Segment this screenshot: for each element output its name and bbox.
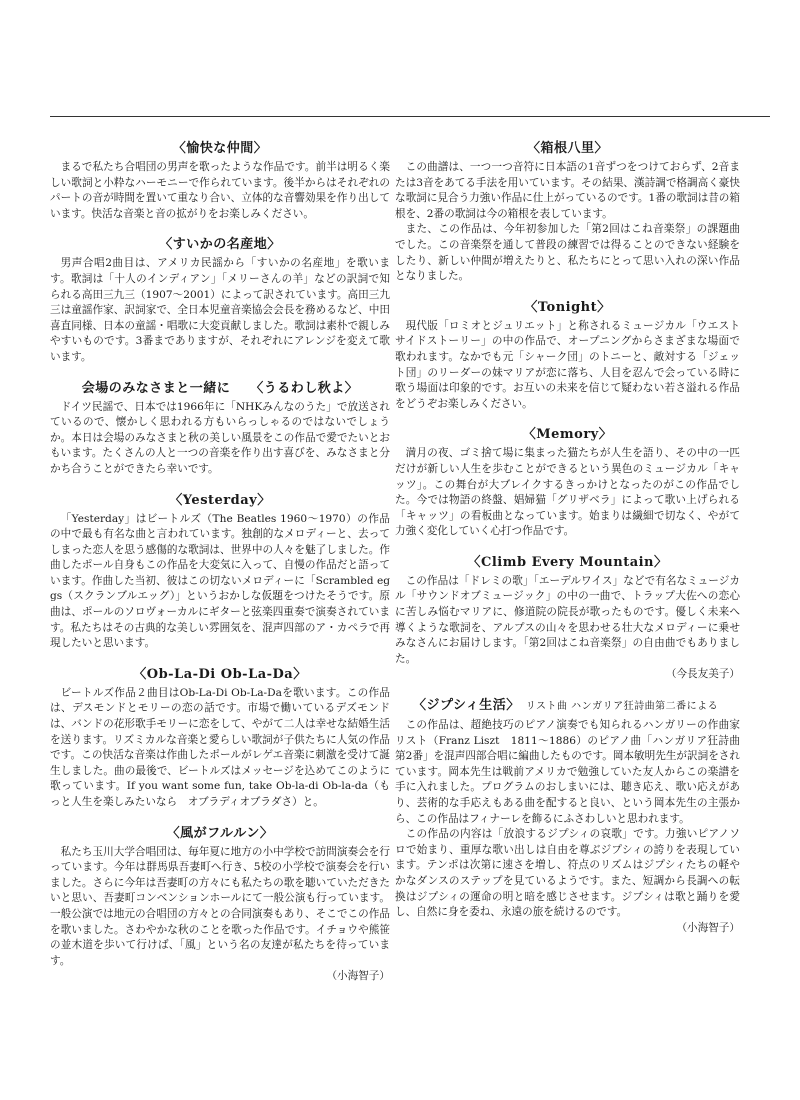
section-title: 〈Memory〉 bbox=[522, 427, 613, 443]
section-paragraph: この作品は、超絶技巧のピアノ演奏でも知られるハンガリーの作曲家リスト（Franz Liszt 1811〜1886）のピアノ曲「ハンガリア狂詩曲第2番」を混声四部合唱に編曲したものです。岡本敏明先生が訳詞をされています。岡本先生は戦前アメリカで勉強していた友人からこの楽譜を手に入れました。プログラムのおしまいには、聴き応え、歌い応えがあり、芸術的な手応えもある曲を配すると良い、という岡本先生の主張から、この作品はフィナーレを飾るにふさわしいと思われます。 bbox=[395, 719, 740, 825]
section-yesterday bbox=[50, 492, 390, 652]
section-paragraph: 「Yesterday」はビートルズ（The Beatles 1960〜1970）の作品の中で最も有名な曲と言われています。独創的なメロディーと、去ってしまった恋人を思う感傷的な歌詞は、世界中の人々を魅了しました。作曲したポール自身もこの作品を大変気に入って、自慢の作品だと語っています。作曲した当初、彼はこの切ないメロディーに「Scrambled eggs（スクランブルエッグ）」というおかしな仮題をつけたそうです。原曲は、ポールのソロヴォーカルにギターと弦楽四重奏で演奏されています。私たちはその古典的な美しい雰囲気を、混声四部のア・カペラで再現したいと思います。 bbox=[50, 512, 390, 650]
section-paragraph: この作品の内容は「放浪するジプシィの哀歌」です。力強いピアノソロで始まり、重厚な歌い出しは自由を尊ぶジプシィの誇りを表現しています。テンポは次第に速さを増し、符点のリズムはジプシィたちの軽やかなダンスのステップを見ているようです。また、短調から長調への転換はジプシィの運命の明と暗を感じさせます。ジプシィは歌と踊りを愛し、自然に身を委ね、永遠の旅を続けるのです。 bbox=[395, 828, 740, 919]
section-paragraph: ドイツ民謡で、日本では1966年に「NHKみんなのうた」で放送されているので、懐かしく思われる方もいらっしゃるのではないでしょうか。本日は会場のみなさまと秋の美しい風景をこの作品で愛でたいとおもいます。たくさんの人と一つの音楽を作り出す喜びを、みなさまと分かち合うことができたら幸いです。 bbox=[50, 400, 390, 475]
section-hakone-hachiri bbox=[395, 140, 740, 285]
section-paragraph: 現代版「ロミオとジュリエット」と称されるミュージカル「ウエストサイドストーリー」の中の作品で、オープニングからさまざまな場面で歌われます。なかでも元「シャーク団」のトニーと、敵対する「ジェット団」のリーダーの妹マリアが恋に落ち、人目を忍んで会っている時に歌う場面は印象的です。お互いの未来を信じて疑わない若さ溢れる作品をどうぞお楽しみください。 bbox=[395, 319, 740, 410]
section-paragraph: この曲譜は、一つ一つ音符に日本語の1音ずつをつけておらず、2音または3音をあてる手法を用いています。その結果、漢詩調で格調高く豪快な歌詞に見合う力強い作品に仕上がっているのです。1番の歌詞は昔の箱根を、2番の歌詞は今の箱根を表しています。 bbox=[395, 161, 740, 220]
section-title: 〈Yesterday〉 bbox=[169, 492, 271, 508]
header-rule bbox=[50, 116, 770, 117]
section-paragraph: 男声合唱2曲目は、アメリカ民謡から「すいかの名産地」を歌います。歌詞は「十人のインディアン」「メリーさんの羊」などの訳詞で知られる高田三九三（1907〜2001）によって訳されています。高田三九三は童謡作家、訳詞家で、全日本児童音楽協会会長を務めるなど、中田喜直同様、日本の童謡・唱歌に大変貢献しました。歌詞は素朴で親しみやすいものです。3番までありますが、それぞれにアレンジを変えて歌います。 bbox=[50, 257, 390, 363]
section-title-song: 〈うるわし秋よ〉 bbox=[250, 380, 359, 396]
section-title: 〈風がフルルン〉 bbox=[166, 825, 274, 841]
right-column bbox=[395, 140, 740, 950]
section-suika-no-meisanchi bbox=[50, 236, 390, 365]
section-climb-every-mountain bbox=[395, 554, 740, 683]
section-yukai-na-nakama bbox=[50, 140, 390, 222]
section-title: 〈すいかの名産地〉 bbox=[159, 237, 281, 253]
section-title: 〈Climb Every Mountain〉 bbox=[467, 554, 668, 570]
section-title-song: 〈ジプシィ生活〉 bbox=[413, 698, 520, 714]
author-credit: （小海智子） bbox=[676, 921, 740, 934]
author-credit: （小海智子） bbox=[326, 970, 390, 983]
section-gypsy-seikatsu bbox=[395, 697, 740, 936]
section-memory bbox=[395, 426, 740, 540]
section-paragraph: この作品は「ドレミの歌」「エーデルワイス」などで有名なミュージカル「サウンドオブミュージック」の中の一曲で、トラップ大佐への恋心に苦しみ悩むマリアに、修道院の院長が歌ったものです。優しく未来へ導くような歌詞を、アルプスの山々を思わせる壮大なメロディーに乗せみなさんにお届けします。「第2回はこね音楽祭」の自由曲でもありました。 bbox=[395, 574, 740, 665]
section-title-lead: 会場のみなさまと一緒に bbox=[81, 380, 231, 396]
section-paragraph: 私たち玉川大学合唱団は、毎年夏に地方の小中学校で訪問演奏会を行っています。今年は群馬県吾妻町へ行き、5校の小学校で演奏会を行いました。さらに今年は吾妻町の方々にも私たちの歌を聴いていただきたいと思い、吾妻町コンベンションホールにて一般公演も行っています。一般公演では地元の合唱団の方々との合同演奏もあり、そこでこの作品を歌いました。さわやかな秋のことを歌った作品です。イチョウや熊笹の並木道を歩いて行けば、「風」という名の友達が私たちを待っています。 bbox=[50, 845, 390, 967]
section-paragraph: ビートルズ作品２曲目はOb-La-Di Ob-La-Daを歌います。この作品は、デスモンドとモリーの恋の話です。市場で働いているデズモンドは、バンドの花形歌手モリーに恋をして、やがて二人は幸せな結婚生活を送ります。リズミカルな音楽と愛らしい歌詞が子供たちに人気の作品です。この快活な音楽は作曲したポールがレゲエ音楽に刺激を受けて誕生しました。曲の最後で、ビートルズはメッセージを込めてこのように歌っています。If you want some fun, take Ob-la-di Ob-la-da（もっと人生を楽しみたいなら オブラディオブラダさ）と。 bbox=[50, 686, 390, 808]
section-title: 〈愉快な仲間〉 bbox=[172, 141, 268, 156]
section-title: 〈Ob-La-Di Ob-La-Da〉 bbox=[133, 666, 307, 682]
left-column bbox=[50, 140, 390, 999]
section-ob-la-di bbox=[50, 666, 390, 811]
section-title: 〈箱根八里〉 bbox=[526, 141, 608, 156]
section-kaze-ga-fururun bbox=[50, 825, 390, 985]
section-paragraph: 満月の夜、ゴミ捨て場に集まった猫たちが人生を語り、その中の一匹だけが新しい人生を歩むことができるという異色のミュージカル「キャッツ」。この舞台が大ブレイクするきっかけとなったのがこの作品でした。今では物語の終盤、娼婦猫「グリザベラ」によって歌い上げられる「キャッツ」の看板曲となっています。始まりは繊細で切なく、やがて力強く変化していく心打つ作品です。 bbox=[395, 447, 740, 538]
section-title: 〈Tonight〉 bbox=[524, 299, 611, 315]
section-paragraph: まるで私たち合唱団の男声を歌ったような作品です。前半は明るく楽しい歌詞と小粋なハーモニーで作られています。後半からはそれぞれのパートの音が時間を置いて重なり合い、立体的な音響効果を作り出しています。快活な音楽と音の拡がりをお楽しみください。 bbox=[50, 161, 390, 220]
author-credit: （今長友美子） bbox=[665, 668, 740, 681]
section-uruwashi-aki-yo bbox=[50, 380, 390, 478]
section-paragraph: また、この作品は、今年初参加した「第2回はこね音楽祭」の課題曲でした。この音楽祭を通して普段の練習では得ることのできない経験をしたり、新しい仲間が増えたりと、私たちにとって思い入れの深い作品となりました。 bbox=[395, 223, 740, 283]
section-title bbox=[395, 697, 740, 715]
section-title bbox=[50, 380, 390, 397]
section-subtitle: リスト曲 ハンガリア狂詩曲第二番による bbox=[525, 701, 719, 713]
section-tonight bbox=[395, 299, 740, 413]
